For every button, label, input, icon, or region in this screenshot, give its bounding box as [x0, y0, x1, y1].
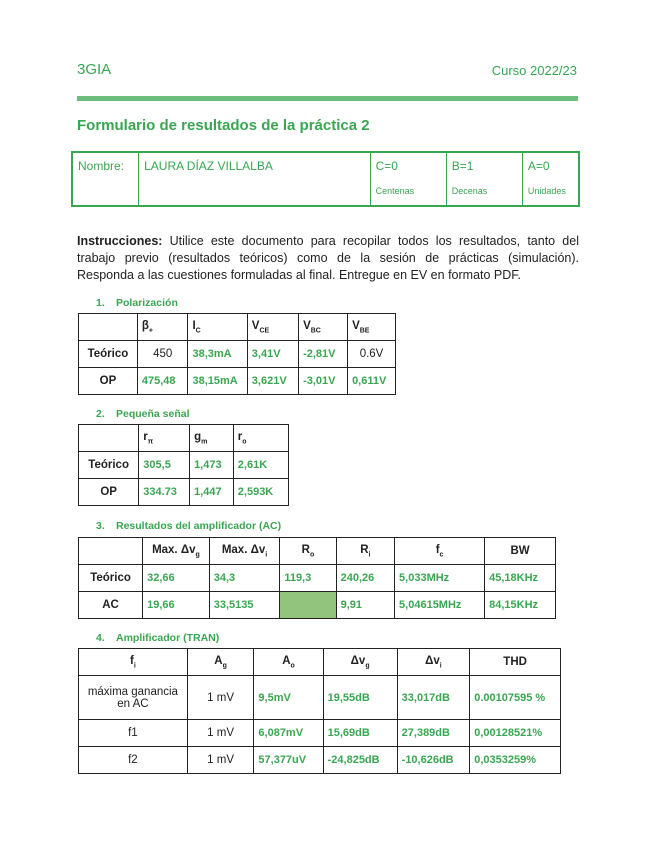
- col-header-sub: CE: [259, 327, 270, 335]
- col-header-main: β: [141, 319, 149, 332]
- table-cell: 3,621V: [247, 368, 298, 395]
- col-header-main: R: [301, 543, 310, 556]
- col-header-sub: m: [201, 438, 208, 446]
- table-cell: -24,825dB: [323, 747, 397, 774]
- table-cell: 1 mV: [187, 676, 254, 720]
- col-header: [79, 649, 188, 676]
- col-header: [139, 425, 190, 452]
- col-header-sub: g: [222, 662, 227, 670]
- header-row: [79, 649, 561, 676]
- col-header-main: R: [360, 543, 369, 556]
- instructions-bold: Instrucciones:: [77, 234, 163, 248]
- b-value: B=1: [451, 159, 474, 173]
- col-header-sub: BE: [359, 327, 370, 335]
- table-cell: -10,626dB: [397, 747, 470, 774]
- table-cell: 34,3: [209, 565, 280, 592]
- table-cell: 6,087mV: [254, 720, 323, 747]
- col-header-main: Max. Δv: [221, 543, 266, 556]
- col-header-sub: g: [365, 662, 370, 670]
- row-label: máxima ganancia en AC: [79, 676, 188, 720]
- header-left: 3GIA: [77, 61, 112, 78]
- table-cell: 19,55dB: [323, 676, 397, 720]
- table-row: [79, 368, 396, 395]
- section-1-title: 1. Polarización: [96, 297, 178, 309]
- table-cell: 19,66: [143, 592, 210, 619]
- corner-cell: [79, 425, 139, 452]
- table-cell: 0.00107595 %: [470, 676, 561, 720]
- instructions-text: Utilice este documento para recopilar todos los resultados, tanto del trabajo previo (resultados teóricos) como de la sesión de prácticas (simulación). Responda a las cuestiones formuladas al final. Entregue en EV en formato PDF.: [77, 234, 579, 282]
- col-header-sub: i: [133, 662, 136, 670]
- table-cell: 0.6V: [348, 341, 396, 368]
- col-header-sub: o: [290, 662, 295, 670]
- tran-table: [78, 648, 561, 774]
- table-cell: 450: [137, 341, 188, 368]
- table-cell: 5,033MHz: [395, 565, 485, 592]
- col-header-sub: BC: [310, 327, 321, 335]
- col-header-main: A: [282, 654, 291, 667]
- table-cell: 305,5: [139, 452, 190, 479]
- col-header-main: THD: [503, 656, 527, 668]
- table-row: [79, 452, 289, 479]
- table-cell: 15,69dB: [323, 720, 397, 747]
- col-header: [209, 538, 280, 565]
- col-header-main: A: [214, 654, 223, 667]
- col-header: [190, 425, 234, 452]
- table-row: [79, 592, 556, 619]
- col-header-sub: π: [147, 438, 154, 446]
- col-header-main: V: [352, 319, 360, 332]
- pequena-senal-table: [78, 424, 289, 506]
- table-cell: 0,611V: [348, 368, 396, 395]
- table-cell: 240,26: [336, 565, 394, 592]
- col-header: [299, 314, 348, 341]
- instructions: [77, 233, 579, 284]
- header-rule: [77, 96, 578, 101]
- table-cell: 9,5mV: [254, 676, 323, 720]
- table-cell: 33,017dB: [397, 676, 470, 720]
- col-header-main: g: [194, 430, 202, 443]
- row-label: OP: [79, 479, 139, 506]
- a-value: A=0: [527, 159, 550, 173]
- corner-cell: [79, 314, 138, 341]
- table-cell: 9,91: [336, 592, 394, 619]
- table-row: [79, 747, 561, 774]
- col-header: [137, 314, 188, 341]
- col-header: [485, 538, 556, 565]
- header-row: [79, 538, 556, 565]
- col-header-main: I: [192, 319, 196, 332]
- table-cell: 33,5135: [209, 592, 280, 619]
- col-header-main: V: [303, 319, 311, 332]
- table-row: [79, 720, 561, 747]
- row-label: Teórico: [79, 341, 138, 368]
- col-header-sub: i: [368, 551, 371, 559]
- header-row: [79, 425, 289, 452]
- table-cell: 45,18KHz: [485, 565, 556, 592]
- table-cell: 1 mV: [187, 747, 254, 774]
- table-cell: 0,0353259%: [470, 747, 561, 774]
- col-header-sub: i: [439, 662, 442, 670]
- table-cell: -3,01V: [299, 368, 348, 395]
- table-row: [79, 676, 561, 720]
- row-label: f2: [79, 747, 188, 774]
- table-cell: 1,473: [190, 452, 234, 479]
- decenas-cell: [446, 152, 522, 206]
- col-header-main: V: [251, 319, 260, 332]
- col-header: [323, 649, 397, 676]
- table-cell: 57,377uV: [254, 747, 323, 774]
- table-cell: 32,66: [143, 565, 210, 592]
- col-header-sub: g: [195, 551, 200, 559]
- col-header-main: Max. Δv: [152, 543, 196, 556]
- row-label: OP: [79, 368, 138, 395]
- col-header: [336, 538, 394, 565]
- col-header-sub: o: [309, 551, 315, 559]
- name-value: LAURA DÍAZ VILLALBA: [139, 152, 370, 206]
- name-table: [71, 151, 580, 207]
- col-header-main: f: [129, 654, 134, 667]
- form-title: Formulario de resultados de la práctica 2: [77, 117, 370, 134]
- table-cell: 475,48: [137, 368, 188, 395]
- centenas-cell: [370, 152, 446, 206]
- table-cell: 1,447: [190, 479, 234, 506]
- table-cell: 1 mV: [187, 720, 254, 747]
- header-row: [79, 314, 396, 341]
- col-header-main: BW: [510, 545, 530, 557]
- section-3-title: 3. Resultados del amplificador (AC): [96, 520, 282, 532]
- table-row: [79, 479, 289, 506]
- col-header: [254, 649, 323, 676]
- col-header-main: r: [237, 430, 243, 443]
- ac-table: [78, 537, 556, 619]
- col-header-sub: i: [265, 551, 268, 559]
- table-cell: -2,81V: [299, 341, 348, 368]
- table-cell: 84,15KHz: [485, 592, 556, 619]
- col-header: [397, 649, 470, 676]
- col-header: [395, 538, 485, 565]
- table-cell: 2,593K: [233, 479, 288, 506]
- c-value: C=0: [375, 159, 398, 173]
- b-sub: Decenas: [451, 186, 488, 196]
- row-label: AC: [79, 592, 143, 619]
- section-2-title: 2. Pequeña señal: [96, 408, 190, 420]
- a-sub: Unidades: [527, 186, 566, 196]
- table-cell: 38,15mA: [188, 368, 247, 395]
- table-cell: 5,04615MHz: [395, 592, 485, 619]
- polarizacion-table: [78, 313, 396, 395]
- col-header-sub: c: [439, 551, 444, 559]
- table-cell: 27,389dB: [397, 720, 470, 747]
- header-right: Curso 2022/23: [491, 63, 577, 78]
- col-header-main: Δv: [350, 654, 366, 667]
- table-cell: 334.73: [139, 479, 190, 506]
- section-4-title: 4. Amplificador (TRAN): [96, 632, 220, 644]
- col-header-sub: o: [242, 438, 247, 446]
- table-row: [79, 565, 556, 592]
- table-cell: 119,3: [280, 565, 336, 592]
- col-header: [143, 538, 210, 565]
- col-header: [188, 314, 247, 341]
- col-header: [247, 314, 298, 341]
- table-cell: 0,00128521%: [470, 720, 561, 747]
- col-header-sub: C: [195, 327, 201, 335]
- row-label: Teórico: [79, 565, 143, 592]
- col-header: [280, 538, 336, 565]
- col-header: [348, 314, 396, 341]
- table-row: [79, 341, 396, 368]
- col-header: [187, 649, 254, 676]
- table-cell: 38,3mA: [188, 341, 247, 368]
- name-label: Nombre:: [72, 152, 139, 206]
- col-header-main: f: [435, 543, 440, 556]
- col-header-main: Δv: [425, 654, 440, 667]
- c-sub: Centenas: [375, 186, 415, 196]
- unidades-cell: [522, 152, 579, 206]
- table-cell: 3,41V: [247, 341, 298, 368]
- row-label: Teórico: [79, 452, 139, 479]
- corner-cell: [79, 538, 143, 565]
- col-header: [233, 425, 288, 452]
- col-header-main: r: [143, 430, 148, 443]
- col-header-sub: +: [148, 327, 154, 335]
- row-label: f1: [79, 720, 188, 747]
- table-cell: [280, 592, 336, 619]
- table-cell: 2,61K: [233, 452, 288, 479]
- col-header: [470, 649, 561, 676]
